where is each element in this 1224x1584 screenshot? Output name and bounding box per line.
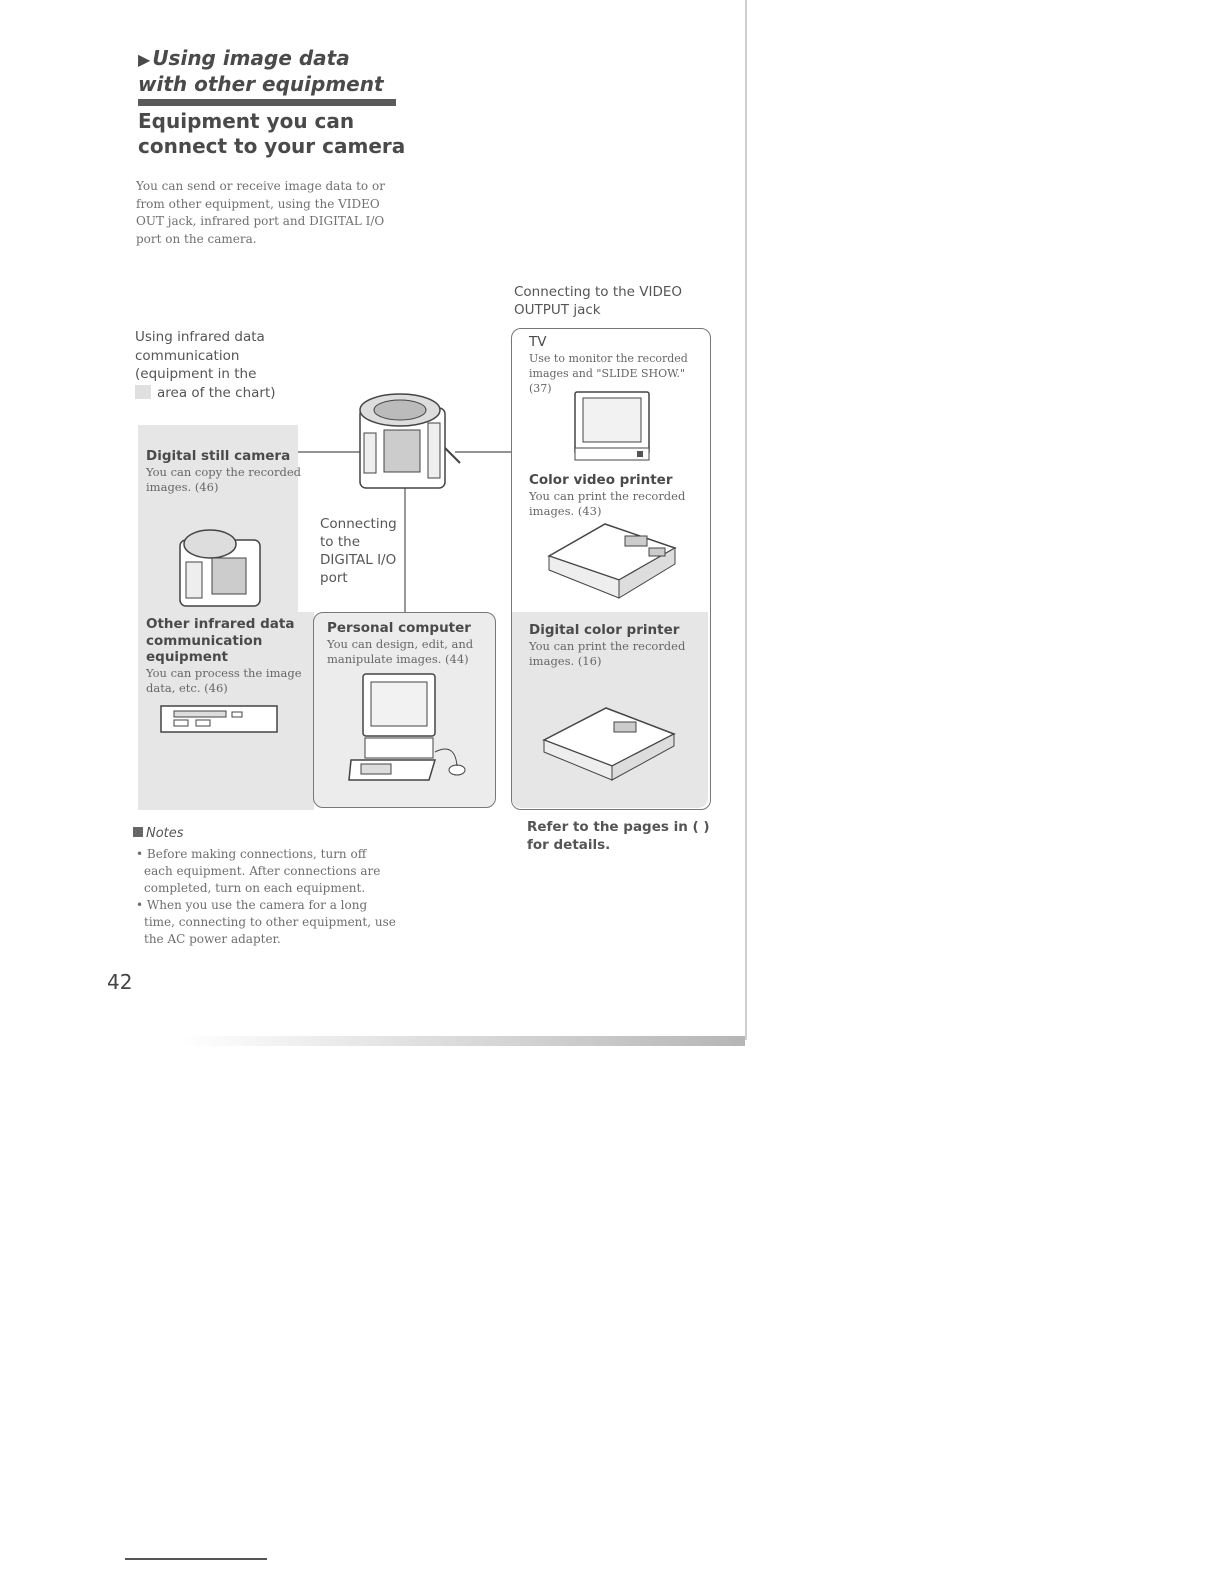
video-output-label: Connecting to the VIDEO OUTPUT jack: [514, 284, 683, 318]
section-heading-text: Using image data with other equipment: [138, 46, 384, 96]
printer-icon: [545, 518, 680, 608]
note-item: • Before making connections, turn off each equipment. After connections are completed, turn on each equipment.: [136, 846, 396, 897]
color-video-printer-item: [529, 472, 699, 519]
notes-heading: [133, 826, 184, 841]
tv-desc: Use to monitor the recorded images and "SLIDE SHOW." (37): [529, 351, 688, 395]
color-video-printer-title: Color video printer: [529, 472, 673, 488]
shaded-area-swatch: [135, 385, 151, 399]
computer-icon: [345, 672, 475, 784]
digital-color-printer-title: Digital color printer: [529, 622, 680, 638]
digital-color-printer-item: [529, 622, 699, 669]
color-video-printer-desc: You can print the recorded images. (43): [529, 488, 686, 518]
digital-still-camera-title: Digital still camera: [146, 448, 291, 464]
infrared-device-icon: [160, 702, 280, 736]
tv-item: [529, 334, 699, 396]
infrared-label-line2: area of the chart): [157, 384, 276, 401]
page-number: 42: [107, 970, 133, 994]
tv-title: TV: [529, 334, 547, 350]
camera-icon: [350, 388, 465, 493]
notes-icon: [133, 827, 143, 837]
personal-computer-title: Personal computer: [327, 620, 471, 636]
infrared-communication-label: [135, 328, 285, 402]
digital-color-printer-desc: You can print the recorded images. (16): [529, 638, 686, 668]
printer-icon: [540, 700, 680, 788]
page-title: Equipment you can connect to your camera: [138, 109, 406, 158]
tv-icon: [573, 390, 653, 464]
digital-io-label: Connecting to the DIGITAL I/O port: [320, 516, 397, 586]
intro-paragraph: You can send or receive image data to or from other equipment, using the VIDEO OUT jack, infrared port and DIGITAL I/O port on the camera.: [136, 179, 385, 246]
footer-rule: [125, 1558, 267, 1560]
refer-note: Refer to the pages in ( ) for details.: [527, 819, 710, 853]
personal-computer-item: [327, 620, 489, 667]
other-infrared-item: [146, 616, 306, 696]
note-item: • When you use the camera for a long time, connecting to other equipment, use the AC power adapter.: [136, 897, 396, 948]
notes-list: [136, 846, 396, 948]
other-infrared-desc: You can process the image data, etc. (46): [146, 665, 302, 695]
other-infrared-title: Other infrared data communication equipment: [146, 616, 295, 665]
section-arrow-icon: ▶: [138, 50, 151, 69]
infrared-label-line1: Using infrared data communication (equipment in the: [135, 329, 265, 382]
camera-icon: [172, 520, 272, 610]
digital-still-camera-desc: You can copy the recorded images. (46): [146, 464, 301, 494]
personal-computer-desc: You can design, edit, and manipulate images. (44): [327, 636, 474, 666]
digital-still-camera-item: [146, 448, 302, 495]
notes-heading-text: Notes: [146, 826, 184, 841]
